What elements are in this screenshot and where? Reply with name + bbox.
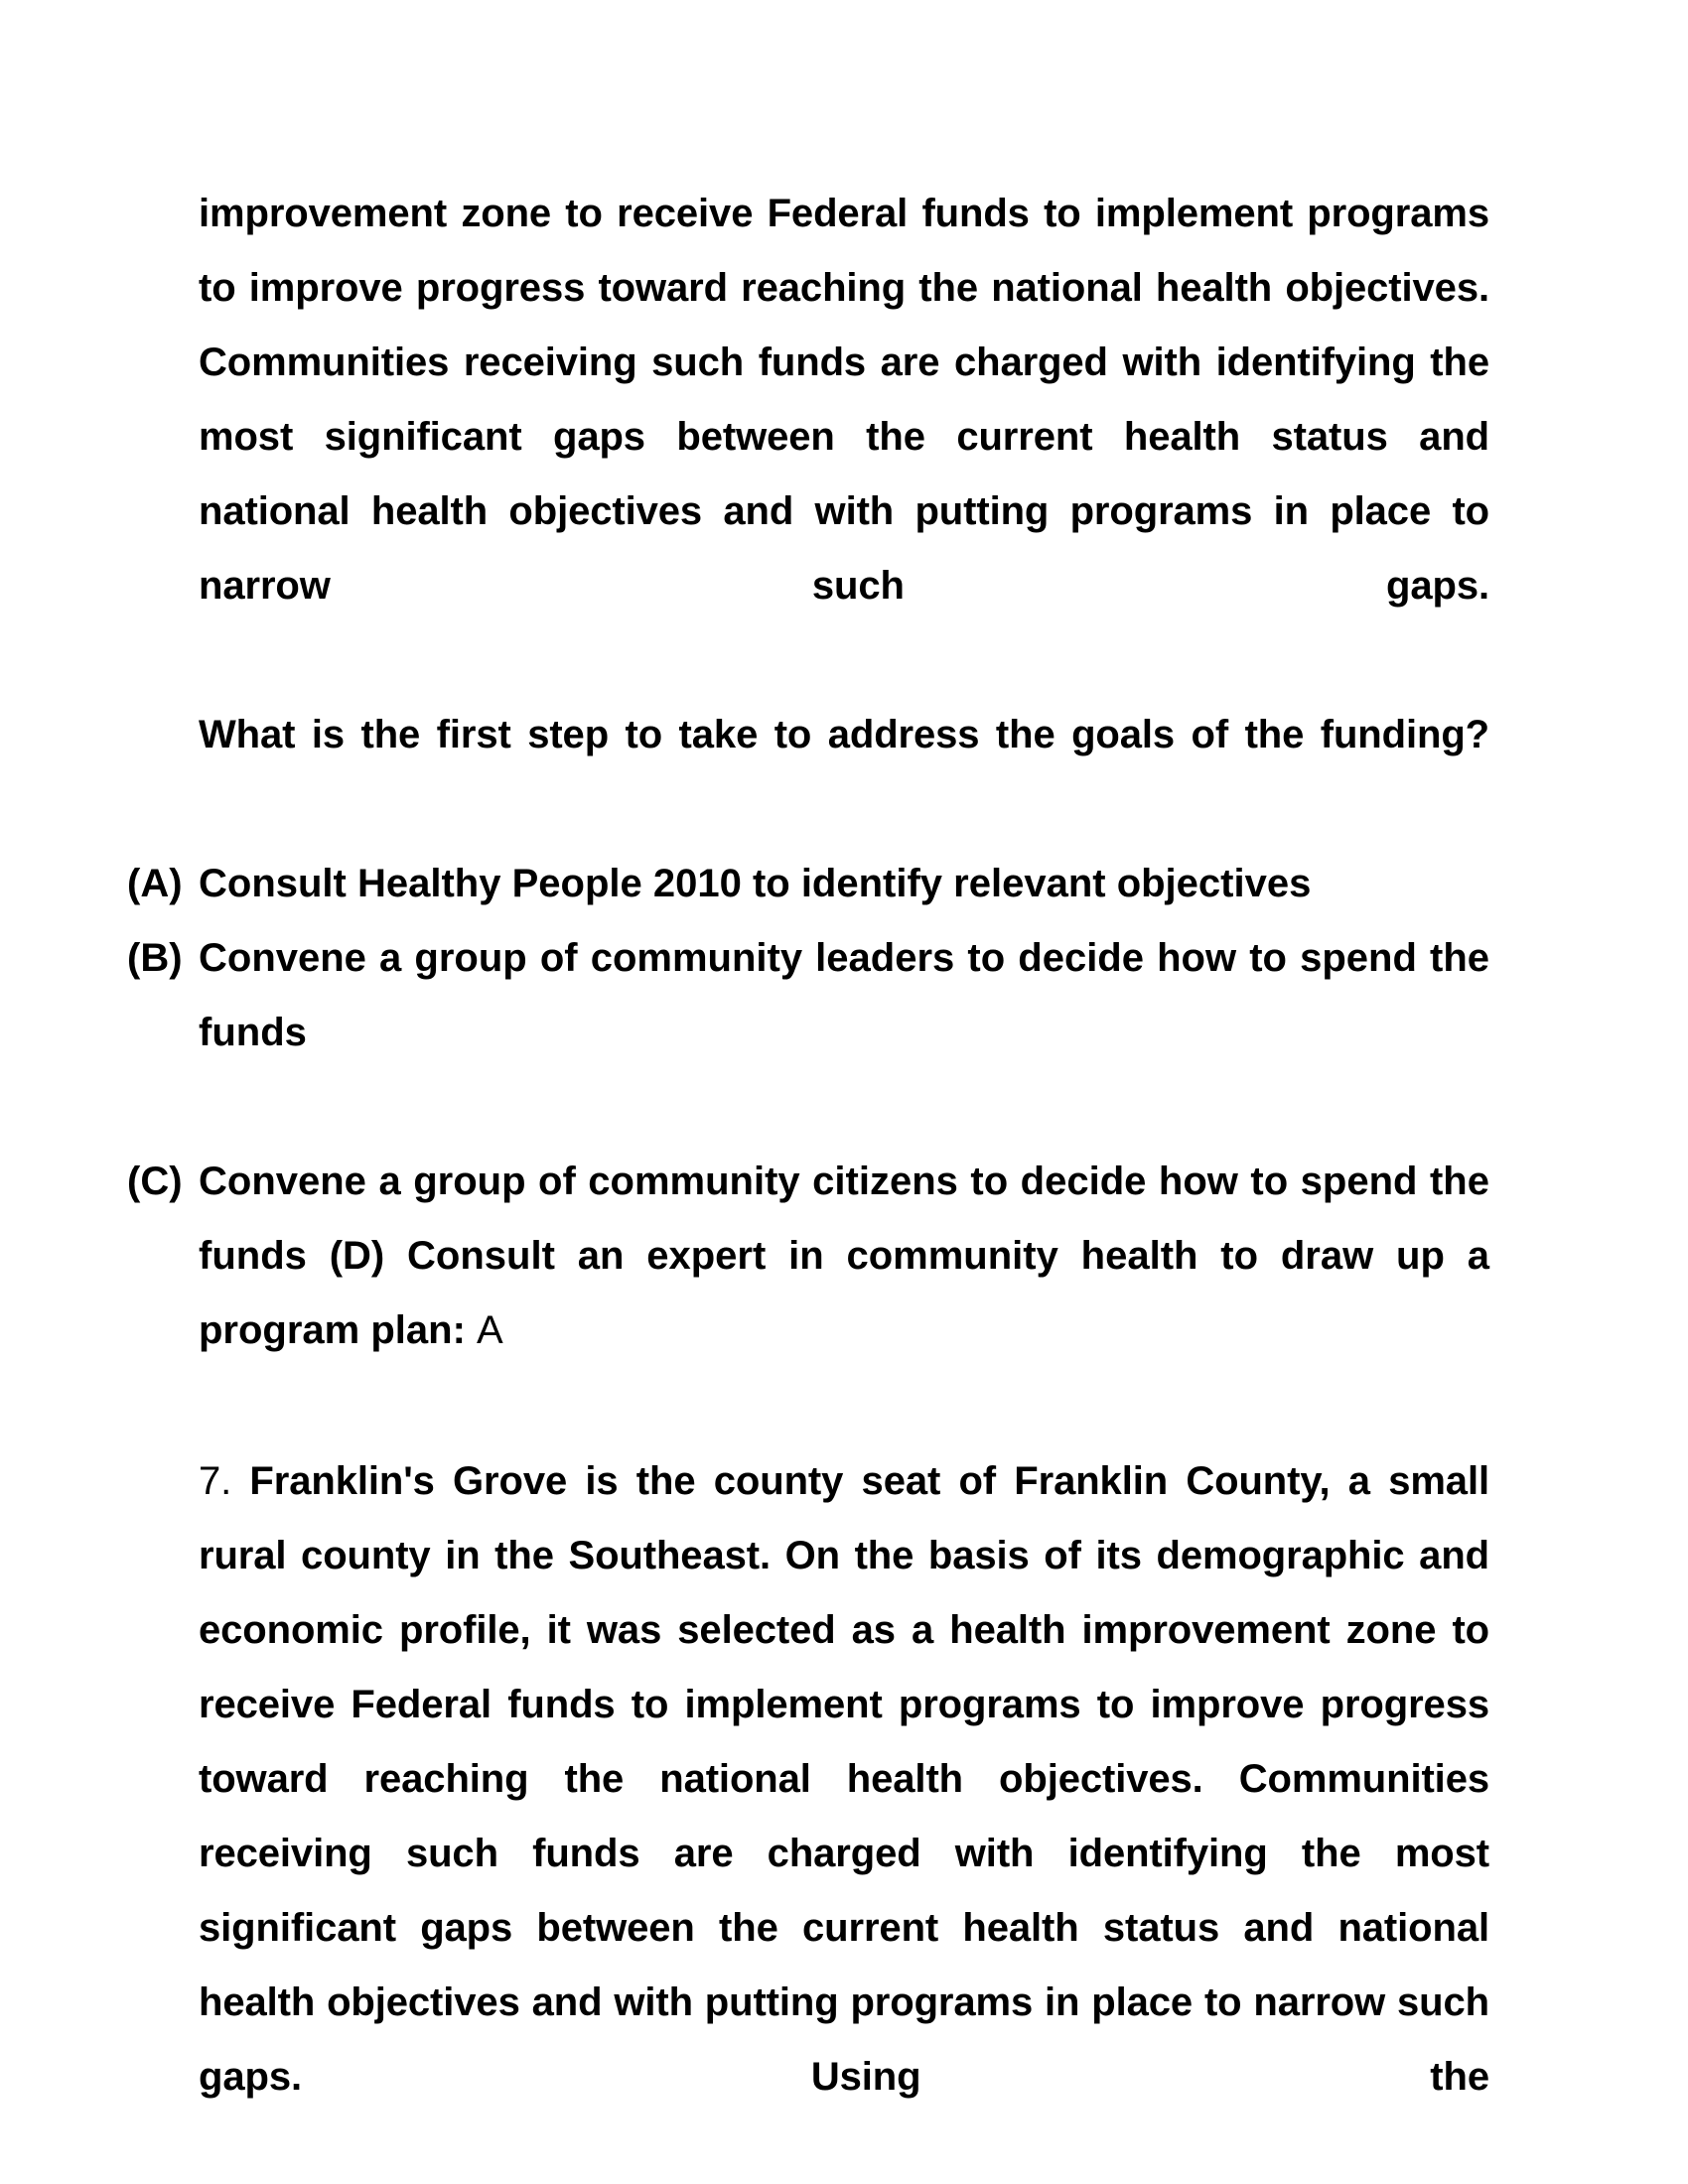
question-7-text: Franklin's Grove is the county seat of Franklin County, a small rural county in the Southeast. On the basis of its demographic and economic profile, it was selected as a health improvement zone to receive Federal funds to implement programs to improve progress toward reaching the national health objectives. Communities receiving such funds are charged with identifying the most significant gaps between the current health status and national health objectives and with putting programs in place to narrow such gaps. Using the [199, 1459, 1489, 2099]
question-7-number: 7. [199, 1459, 250, 1503]
answer-option-a[interactable] [127, 847, 1489, 921]
answer-option-c[interactable] [127, 1145, 1489, 1442]
answer-option-b-text: Convene a group of community leaders to decide how to spend the funds [199, 936, 1489, 1054]
answer-option-a-text: Consult Healthy People 2010 to identify relevant objectives [199, 862, 1312, 905]
answer-option-c-text [199, 1145, 1489, 1368]
answer-option-c-label: (C) [127, 1160, 183, 1203]
page-content [127, 177, 1489, 2184]
answer-option-c-body: Convene a group of community citizens to decide how to spend the funds (D) Consult an expert in community health to draw up a program plan: [199, 1160, 1489, 1352]
answer-option-b[interactable] [127, 921, 1489, 1145]
paragraph-question-7 [127, 1444, 1489, 2184]
answer-key-letter: A [477, 1308, 503, 1352]
paragraph-continued-stem: improvement zone to receive Federal funds to implement programs to improve progress toward reaching the national health objectives. Communities receiving such funds are charged with identifying the most significant gaps between the current health status and national health objectives and with putting programs in place to narrow such gaps. [199, 192, 1489, 608]
answer-option-a-label: (A) [127, 862, 183, 905]
answer-option-b-label: (B) [127, 936, 183, 980]
paragraph-question-prompt: What is the first step to take to address the goals of the funding? [199, 713, 1489, 756]
